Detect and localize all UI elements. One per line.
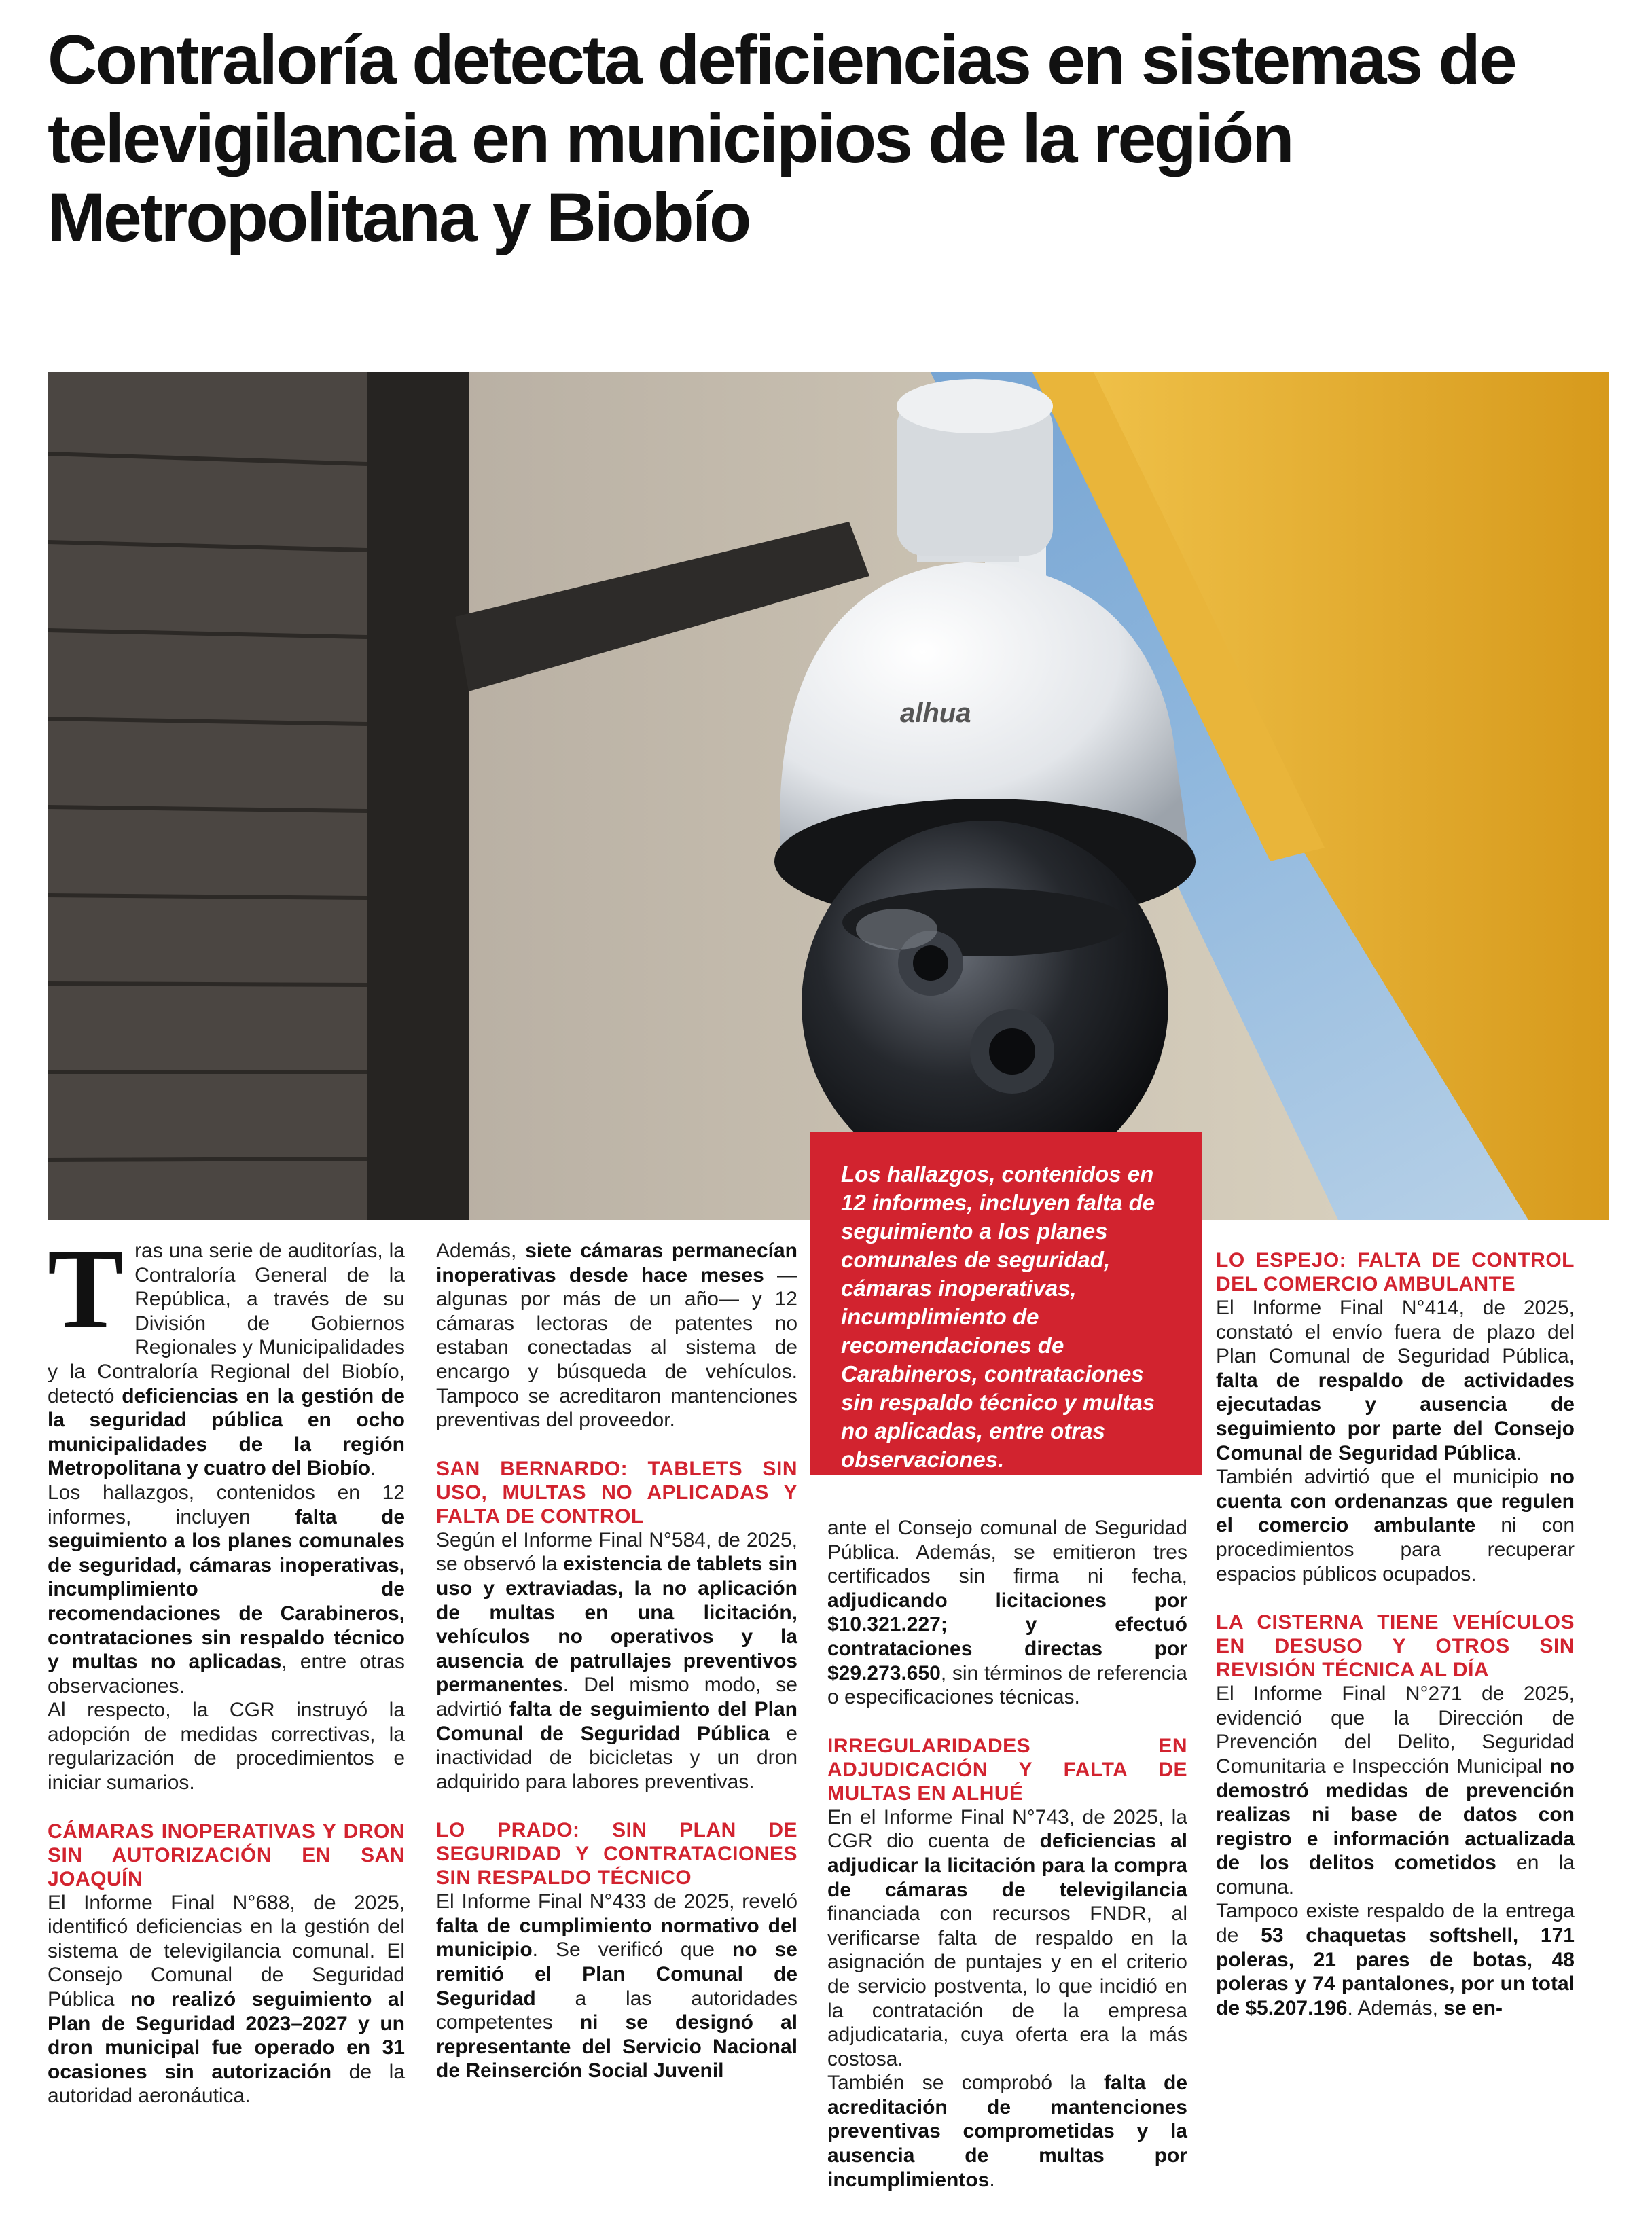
text: El Informe Final N°433 de 2025, reveló: [436, 1890, 797, 1913]
surveillance-camera-photo: [48, 372, 1609, 1220]
bold-text: no cuenta con ordenanzas que regulen el comercio ambulante: [1216, 1466, 1575, 1537]
column-1: [48, 1226, 406, 2108]
text: El Informe Final N°271 de 2025, evidenció que la Dirección de Prevención del Delito, Seguridad Comunitaria e Inspección Municipal: [1216, 1682, 1575, 1778]
text: , sin términos de referencia o especificaciones técnicas.: [827, 1661, 1187, 1709]
bold-text: falta de seguimiento del Plan Comunal de Seguridad Pública: [436, 1697, 797, 1745]
text: También advirtió que el municipio: [1216, 1466, 1550, 1489]
lo-prado-paragraph-1: [436, 1890, 797, 2083]
san-joaquin-paragraph-2: [436, 1239, 797, 1432]
text: Los hallazgos, contenidos en 12 informes, incluyen: [48, 1481, 405, 1528]
subheading-la-cisterna: LA CISTERNA TIENE VEHÍCULOS EN DESUSO Y OTROS SIN REVISIÓN TÉCNICA AL DÍA: [1216, 1611, 1575, 1682]
bold-text: no se remitió el Plan Comunal de Seguridad: [436, 1939, 797, 2010]
text: financiada con recursos FNDR, al verificarse falta de respaldo en la asignación de puntajes y en el criterio de servicio postventa, lo que incidió en la contratación de la empresa adjudicataria, cuya oferta era la más costosa.: [827, 1903, 1187, 2070]
text: —algunas por más de un año— y 12 cámaras lectoras de patentes no estaban conectadas al sistema de encargo y búsqueda de vehículos. Tampoco se acreditaron mantenciones preventivas del proveedor.: [436, 1263, 798, 1432]
text: . Se verificó que: [532, 1939, 732, 1962]
text: En el Informe Final N°743, de 2025, la CGR dio cuenta de: [827, 1805, 1187, 1853]
san-bernardo-paragraph: [436, 1528, 797, 1795]
text: . Además,: [1347, 1996, 1444, 2019]
bold-text: deficiencias en la gestión de la seguridad pública en ocho municipalidades de la región Metropolitana y cuatro del Biobío: [48, 1384, 405, 1480]
bold-text: existencia de tablets sin uso y extraviadas, la no aplicación de multas en una licitación, vehículos no operativos y la ausencia de patrullajes preventivos permanentes: [436, 1553, 797, 1697]
article-photo: [48, 372, 1609, 1220]
bold-text: falta de acreditación de mantenciones preventivas comprometidas y la ausencia de multas por incumplimientos: [827, 2072, 1188, 2191]
bold-text: falta de cumplimiento normativo del municipio: [436, 1914, 797, 1962]
text: ante el Consejo comunal de Seguridad Pública. Además, se emitieron tres certificados sin firma ni fecha,: [827, 1517, 1187, 1588]
brand-logo: alhua: [900, 698, 971, 728]
text: Tampoco existe respaldo de la entrega de: [1216, 1900, 1575, 1947]
text: ni con procedimientos para recuperar espacios públicos ocupados.: [1216, 1514, 1575, 1585]
bold-text: no realizó seguimiento al Plan de Seguridad 2023–2027 y un dron municipal fue operado en 31 ocasiones sin autorización: [48, 1988, 406, 2083]
intro-paragraph-3: Al respecto, la CGR instruyó la adopción de medidas correctivas, la regularización de procedimientos e iniciar sumarios.: [48, 1699, 405, 1795]
text: . Del mismo modo, se advirtió: [436, 1674, 797, 1720]
subheading-lo-prado: LO PRADO: SIN PLAN DE SEGURIDAD Y CONTRATACIONES SIN RESPALDO TÉCNICO: [436, 1819, 797, 1890]
la-cisterna-paragraph-2: [1216, 1899, 1575, 2020]
lo-prado-paragraph-2: [827, 1516, 1187, 1710]
drop-cap: T: [48, 1226, 124, 1352]
lo-espejo-paragraph-1: [1216, 1296, 1575, 1465]
subheading-alhue: IRREGULARIDADES EN ADJUDICACIÓN Y FALTA DE MULTAS EN ALHUÉ: [827, 1734, 1187, 1805]
text: Según el Informe Final N°584, de 2025, se observó la: [436, 1528, 797, 1576]
bold-text: se en-: [1443, 1996, 1503, 2019]
bold-text: deficiencias al adjudicar la licitación para la compra de cámaras de televigilancia: [827, 1830, 1187, 1901]
lo-espejo-paragraph-2: [1216, 1465, 1575, 1586]
text: .: [989, 2168, 995, 2191]
text: También se comprobó la: [827, 2072, 1105, 2095]
column-3: [827, 1516, 1187, 2192]
text: El Informe Final N°414, de 2025, constató el envío fuera de plazo del Plan Comunal de Seguridad Pública,: [1216, 1297, 1575, 1368]
intro-paragraph-2: [48, 1481, 405, 1698]
bold-text: ni se designó al representante del Servicio Nacional de Reinserción Social Juvenil: [436, 2011, 797, 2083]
bold-text: no demostró medidas de prevención realizas ni base de datos con registro e información actualizada de los delitos cometidos: [1216, 1754, 1575, 1875]
text: a las autoridades competentes: [436, 1987, 797, 2034]
text: ras una serie de auditorías, la Contraloría General de la República, a través de su División de Gobiernos Regionales y Municipalidades y la Contraloría Regional del Biobío, detectó: [48, 1240, 405, 1407]
san-joaquin-paragraph-1: [48, 1891, 405, 2108]
text: en la comuna.: [1216, 1852, 1575, 1898]
text: .: [1515, 1441, 1522, 1464]
callout-box: Los hallazgos, contenidos en 12 informes, incluyen falta de seguimiento a los planes comunales de seguridad, cámaras inoperativas, incumplimiento de recomendaciones de Carabineros, contrataciones sin respaldo técnico y multas no aplicadas, entre otras observaciones.: [810, 1132, 1202, 1475]
bold-text: siete cámaras permanecían inoperativas desde hace meses: [436, 1240, 797, 1286]
subheading-san-bernardo: SAN BERNARDO: TABLETS SIN USO, MULTAS NO APLICADAS Y FALTA DE CONTROL: [436, 1457, 797, 1528]
text: .: [370, 1457, 376, 1480]
bold-text: 53 chaquetas softshell, 171 poleras, 21 pares de botas, 48 poleras y 74 pantalones, por un total de $5.207.196: [1216, 1924, 1575, 2019]
alhue-paragraph-2: [827, 2071, 1187, 2192]
text: de la autoridad aeronáutica.: [48, 2060, 406, 2108]
text: , entre otras observaciones.: [48, 1651, 405, 1697]
column-2: [436, 1239, 797, 2083]
alhue-paragraph-1: [827, 1805, 1187, 2072]
la-cisterna-paragraph-1: [1216, 1682, 1575, 1899]
bold-text: falta de respaldo de actividades ejecutadas y ausencia de seguimiento por parte del Consejo Comunal de Seguridad Pública: [1216, 1369, 1575, 1464]
subheading-san-joaquin: CÁMARAS INOPERATIVAS Y DRON SIN AUTORIZACIÓN EN SAN JOAQUÍN: [48, 1820, 405, 1890]
column-4: [1216, 1239, 1575, 2020]
text: Además,: [436, 1240, 526, 1262]
text: e inactividad de bicicletas y un dron adquirido para labores preventivas.: [436, 1722, 797, 1793]
subheading-lo-espejo: LO ESPEJO: FALTA DE CONTROL DEL COMERCIO AMBULANTE: [1216, 1249, 1575, 1295]
headline: Contraloría detecta deficiencias en sistemas de televigilancia en municipios de la región Metropolitana y Biobío: [48, 21, 1515, 256]
intro-paragraph-1: [48, 1226, 405, 1481]
bold-text: adjudicando licitaciones por $10.321.227; y efectuó contrataciones directas por $29.273.650: [827, 1589, 1187, 1684]
text: El Informe Final N°688, de 2025, identificó deficiencias en la gestión del sistema de televigilancia comunal. El Consejo Comunal de Seguridad Pública: [48, 1891, 405, 2011]
bold-text: falta de seguimiento a los planes comunales de seguridad, cámaras inoperativas, incumplimiento de recomendaciones de Carabineros, contrataciones sin respaldo técnico y multas no aplicadas: [48, 1505, 405, 1674]
